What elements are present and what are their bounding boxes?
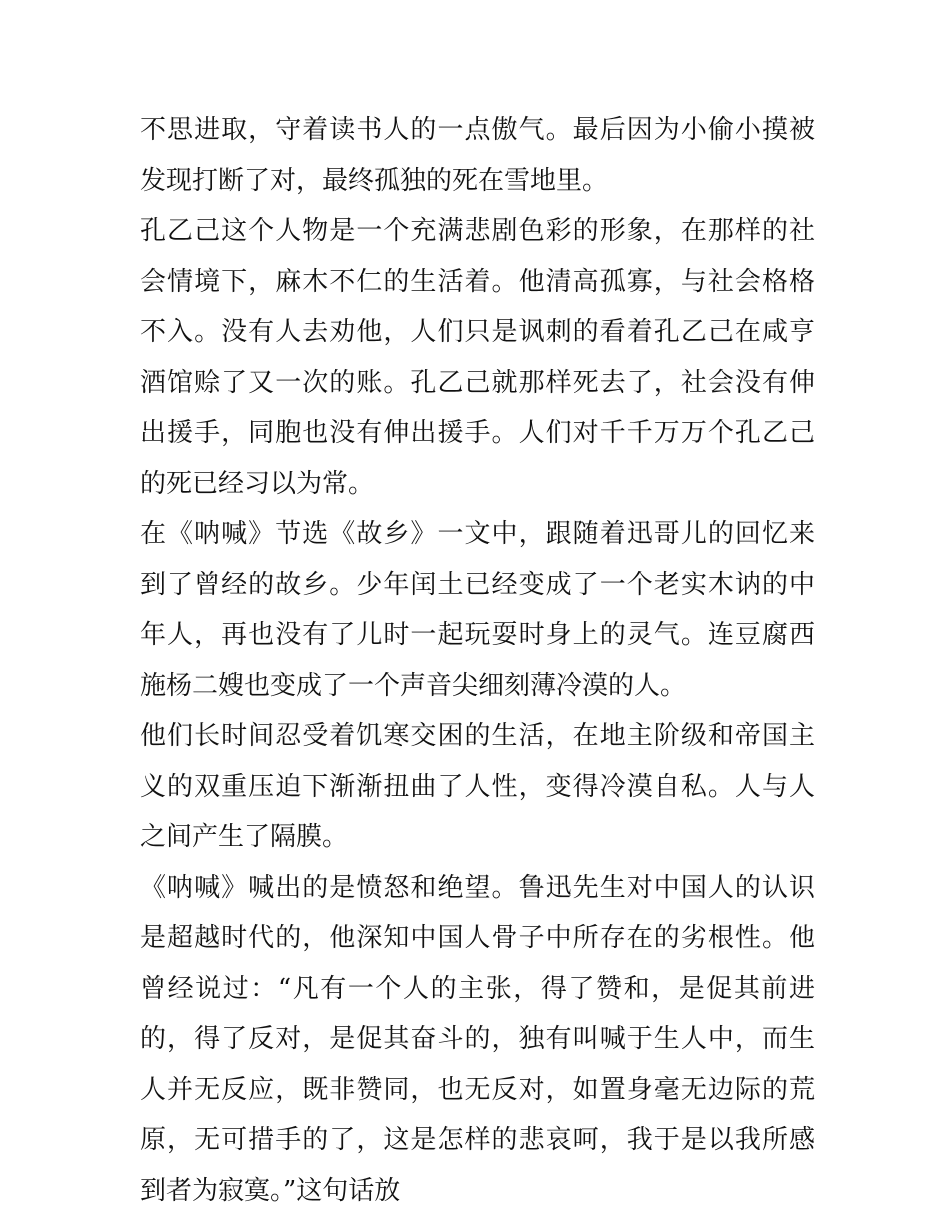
paragraph-4: 他们长时间忍受着饥寒交困的生活，在地主阶级和帝国主义的双重压迫下渐渐扭曲了人性，变得冷漠自私。人与人之间产生了隔膜。 [140,721,815,852]
paragraph-1: 不思进取，守着读书人的一点傲气。最后因为小偷小摸被发现打断了对，最终孤独的死在雪地里。 [140,115,815,196]
paragraph-3: 在《呐喊》节选《故乡》一文中，跟随着迅哥儿的回忆来到了曾经的故乡。少年闰土已经变成了一个老实木讷的中年人，再也没有了儿时一起玩耍时身上的灵气。连豆腐西施杨二嫂也变成了一个声音尖细刻薄冷漠的人。 [140,519,815,701]
document-body [140,105,815,1216]
paragraph-2: 孔乙己这个人物是一个充满悲剧色彩的形象，在那样的社会情境下，麻木不仁的生活着。他清高孤寡，与社会格格不入。没有人去劝他，人们只是讽刺的看着孔乙己在咸亨酒馆赊了又一次的账。孔乙己就那样死去了，社会没有伸出援手，同胞也没有伸出援手。人们对千千万万个孔乙己的死已经习以为常。 [140,216,815,499]
paragraph-5: 《呐喊》喊出的是愤怒和绝望。鲁迅先生对中国人的认识是超越时代的，他深知中国人骨子中所存在的劣根性。他曾经说过：“凡有一个人的主张，得了赞和，是促其前进的，得了反对，是促其奋斗的，独有叫喊于生人中，而生人并无反应，既非赞同，也无反对，如置身毫无边际的荒原，无可措手的了，这是怎样的悲哀呵，我于是以我所感到者为寂寞。”这句话放 [140,872,815,1206]
